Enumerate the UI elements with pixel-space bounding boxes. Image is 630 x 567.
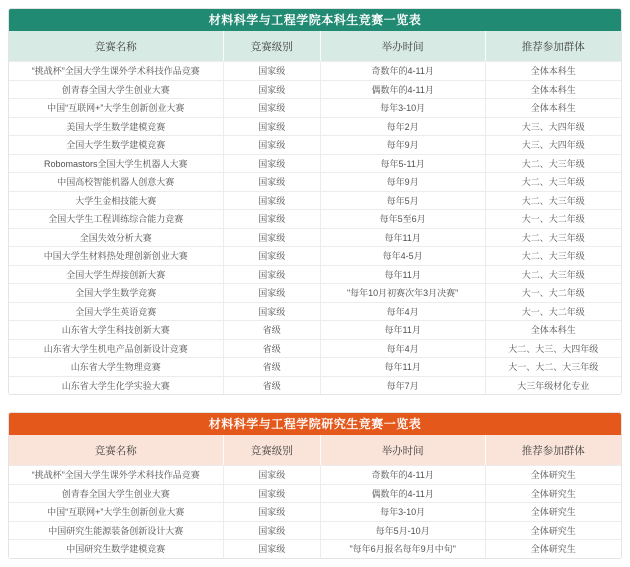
cell-time: 每年4-5月 — [320, 247, 485, 265]
graduate-table-body — [9, 465, 621, 558]
cell-group: 大三年级材化专业 — [485, 377, 621, 395]
table-row — [9, 265, 621, 284]
cell-time: 每年5-11月 — [320, 155, 485, 173]
column-header-level: 竞赛级别 — [223, 435, 320, 465]
cell-time: "每年6月报名每年9月中旬" — [320, 540, 485, 558]
cell-competition-name: “挑战杯”全国大学生课外学术科技作品竞赛 — [31, 470, 200, 481]
cell-level: 省级 — [223, 358, 320, 376]
table-row — [9, 80, 621, 99]
column-header-time: 举办时间 — [320, 435, 485, 465]
cell-group: 大二、大三年级 — [485, 173, 621, 191]
cell-level: 国家级 — [223, 247, 320, 265]
undergraduate-table-title: 材料科学与工程学院本科生竞赛一览表 — [9, 9, 621, 31]
cell-level: 国家级 — [223, 210, 320, 228]
cell-time: 每年5月 — [320, 192, 485, 210]
cell-group: 全体本科生 — [485, 81, 621, 99]
cell-competition-name: 中国大学生材料热处理创新创业大赛 — [43, 251, 188, 262]
table-row — [9, 521, 621, 540]
cell-competition-name: 山东省大学生机电产品创新设计竞赛 — [43, 343, 188, 354]
cell-competition-name: 全国大学生焊接创新大赛 — [66, 269, 166, 280]
cell-level: 国家级 — [223, 503, 320, 521]
cell-group: 全体本科生 — [485, 62, 621, 80]
cell-time: 每年11月 — [320, 229, 485, 247]
cell-group: 全体研究生 — [485, 485, 621, 503]
cell-time: 每年11月 — [320, 321, 485, 339]
cell-time: 偶数年的4-11月 — [320, 485, 485, 503]
cell-level: 国家级 — [223, 173, 320, 191]
cell-time: 每年9月 — [320, 173, 485, 191]
cell-level: 国家级 — [223, 136, 320, 154]
cell-group: 全体研究生 — [485, 466, 621, 484]
cell-competition-name: 创青春全国大学生创业大赛 — [61, 488, 170, 499]
table-row — [9, 246, 621, 265]
table-row — [9, 209, 621, 228]
table-row — [9, 357, 621, 376]
cell-competition-name: 大学生金相技能大赛 — [75, 195, 157, 206]
table-row — [9, 283, 621, 302]
cell-competition-name: 中国“互联网+”大学生创新创业大赛 — [47, 507, 185, 518]
graduate-table-title: 材料科学与工程学院研究生竞赛一览表 — [9, 413, 621, 435]
cell-group: 全体研究生 — [485, 522, 621, 540]
cell-group: 大二、大三年级 — [485, 266, 621, 284]
table-row — [9, 465, 621, 484]
cell-level: 国家级 — [223, 99, 320, 117]
table-row — [9, 320, 621, 339]
column-header-group: 推荐参加群体 — [485, 31, 621, 61]
table-row — [9, 172, 621, 191]
cell-competition-name: 创青春全国大学生创业大赛 — [61, 84, 170, 95]
cell-competition-name: 中国研究生能源装备创新设计大赛 — [48, 525, 184, 536]
column-header-competition-name: 竞赛名称 — [94, 444, 137, 457]
cell-time: 每年3-10月 — [320, 99, 485, 117]
table-row — [9, 135, 621, 154]
cell-time: 每年7月 — [320, 377, 485, 395]
cell-competition-name: 全国大学生数学建模竞赛 — [66, 140, 166, 151]
undergraduate-competition-table — [8, 8, 622, 395]
graduate-table-header-row — [9, 435, 621, 465]
undergraduate-table-body — [9, 61, 621, 394]
cell-level: 国家级 — [223, 466, 320, 484]
cell-competition-name: Robomastors全国大学生机器人大赛 — [44, 158, 188, 169]
cell-time: 每年9月 — [320, 136, 485, 154]
cell-time: "每年10月初赛次年3月决赛" — [320, 284, 485, 302]
cell-level: 国家级 — [223, 485, 320, 503]
cell-group: 全体本科生 — [485, 321, 621, 339]
cell-group: 全体研究生 — [485, 503, 621, 521]
cell-level: 国家级 — [223, 62, 320, 80]
table-row — [9, 539, 621, 558]
table-row — [9, 154, 621, 173]
cell-competition-name: 全国大学生数学竞赛 — [75, 288, 157, 299]
cell-level: 省级 — [223, 321, 320, 339]
cell-level: 国家级 — [223, 81, 320, 99]
cell-level: 国家级 — [223, 155, 320, 173]
cell-time: 每年11月 — [320, 266, 485, 284]
table-row — [9, 302, 621, 321]
cell-level: 国家级 — [223, 118, 320, 136]
cell-time: 每年4月 — [320, 340, 485, 358]
table-row — [9, 117, 621, 136]
cell-group: 大二、大三年级 — [485, 247, 621, 265]
cell-group: 全体研究生 — [485, 540, 621, 558]
tables-gap — [8, 395, 622, 412]
cell-group: 大一、大二年级 — [485, 210, 621, 228]
cell-time: 每年4月 — [320, 303, 485, 321]
cell-group: 大一、大二年级 — [485, 284, 621, 302]
cell-group: 大一、大二、大三年级 — [485, 358, 621, 376]
cell-time: 每年11月 — [320, 358, 485, 376]
cell-time: 偶数年的4-11月 — [320, 81, 485, 99]
table-row — [9, 339, 621, 358]
cell-group: 大二、大三年级 — [485, 192, 621, 210]
cell-group: 大二、大三年级 — [485, 155, 621, 173]
cell-level: 国家级 — [223, 229, 320, 247]
cell-competition-name: “挑战杯”全国大学生课外学术科技作品竞赛 — [31, 66, 200, 77]
column-header-group: 推荐参加群体 — [485, 435, 621, 465]
cell-competition-name: 山东省大学生化学实验大赛 — [61, 380, 170, 391]
cell-competition-name: 美国大学生数学建模竞赛 — [66, 121, 166, 132]
cell-group: 大三、大四年级 — [485, 118, 621, 136]
column-header-competition-name: 竞赛名称 — [94, 40, 137, 53]
cell-time: 奇数年的4-11月 — [320, 62, 485, 80]
table-row — [9, 228, 621, 247]
cell-level: 省级 — [223, 377, 320, 395]
column-header-level: 竞赛级别 — [223, 31, 320, 61]
cell-competition-name: 全国大学生英语竞赛 — [75, 306, 157, 317]
cell-level: 国家级 — [223, 303, 320, 321]
cell-level: 省级 — [223, 340, 320, 358]
cell-competition-name: 全国大学生工程训练综合能力竞赛 — [48, 214, 184, 225]
cell-competition-name: 山东省大学生物理竞赛 — [70, 362, 161, 373]
cell-group: 大三、大四年级 — [485, 136, 621, 154]
table-row — [9, 484, 621, 503]
cell-group: 大二、大三、大四年级 — [485, 340, 621, 358]
cell-level: 国家级 — [223, 192, 320, 210]
cell-competition-name: 中国高校智能机器人创意大赛 — [57, 177, 175, 188]
table-row — [9, 191, 621, 210]
cell-level: 国家级 — [223, 522, 320, 540]
cell-group: 全体本科生 — [485, 99, 621, 117]
cell-competition-name: 中国“互联网+”大学生创新创业大赛 — [47, 103, 185, 114]
table-row — [9, 502, 621, 521]
cell-time: 每年3-10月 — [320, 503, 485, 521]
cell-group: 大二、大三年级 — [485, 229, 621, 247]
cell-competition-name: 中国研究生数学建模竞赛 — [66, 544, 166, 555]
cell-time: 每年2月 — [320, 118, 485, 136]
table-row — [9, 376, 621, 395]
cell-level: 国家级 — [223, 284, 320, 302]
cell-level: 国家级 — [223, 266, 320, 284]
cell-time: 奇数年的4-11月 — [320, 466, 485, 484]
column-header-time: 举办时间 — [320, 31, 485, 61]
table-row — [9, 61, 621, 80]
cell-competition-name: 山东省大学生科技创新大赛 — [61, 325, 170, 336]
cell-competition-name: 全国失效分析大赛 — [79, 232, 152, 243]
cell-level: 国家级 — [223, 540, 320, 558]
cell-group: 大一、大二年级 — [485, 303, 621, 321]
cell-time: 每年5至6月 — [320, 210, 485, 228]
cell-time: 每年5月-10月 — [320, 522, 485, 540]
graduate-competition-table — [8, 412, 622, 559]
undergraduate-table-header-row — [9, 31, 621, 61]
table-row — [9, 98, 621, 117]
